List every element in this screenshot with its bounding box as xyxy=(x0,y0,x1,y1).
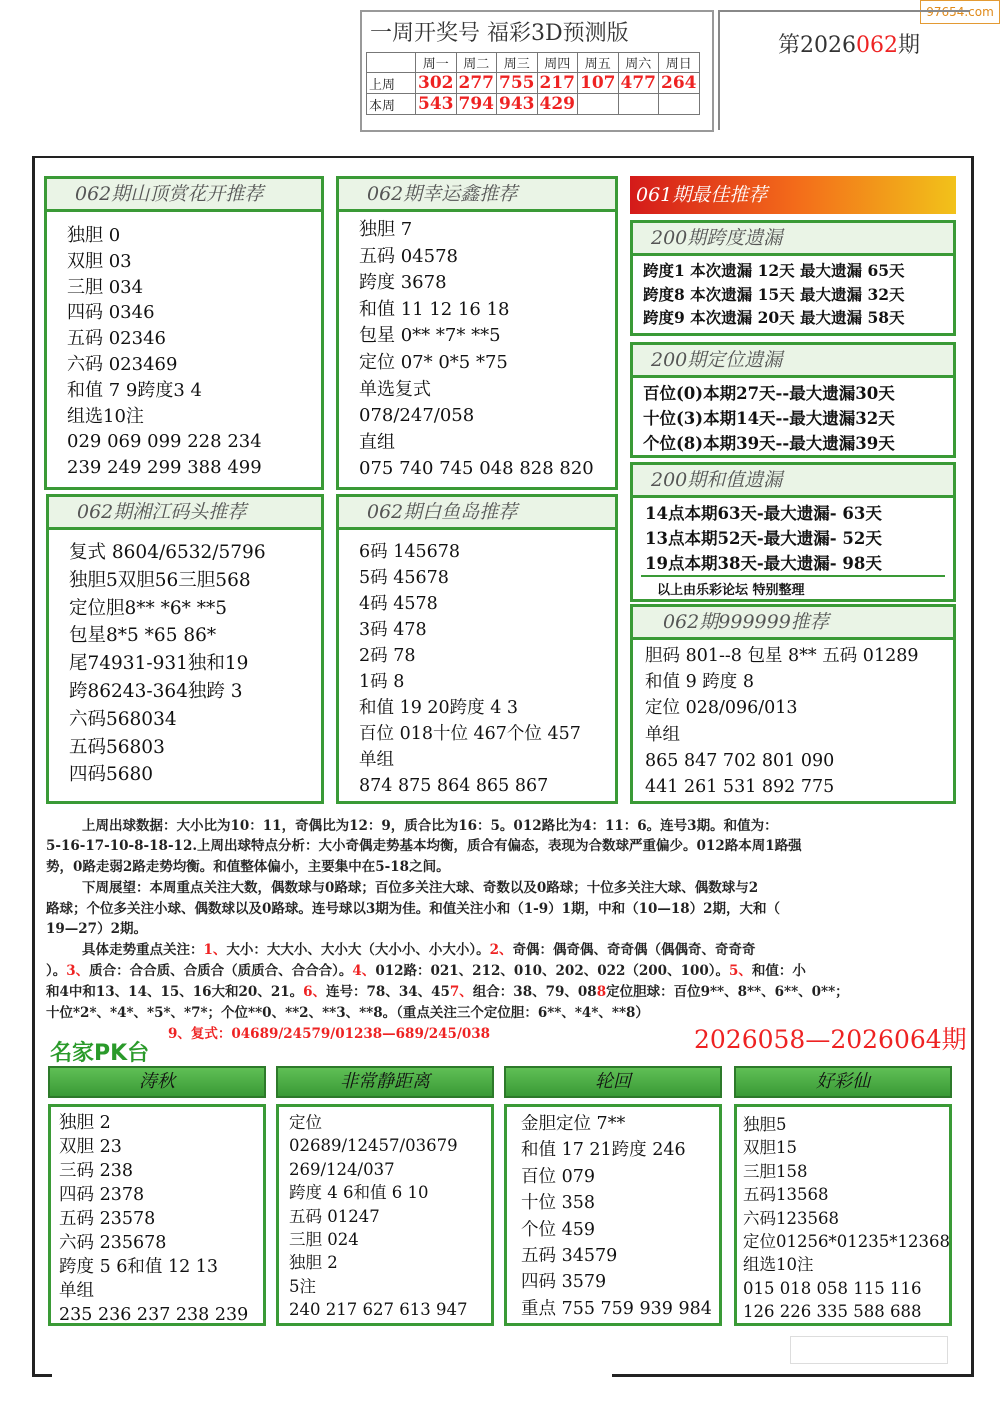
analysis-line: 下周展望：本周重点关注大数，偶数球与0路球；百位多关注大球、奇数以及0路球；十位多关注大球、偶数球与2 xyxy=(82,880,759,896)
list-item: 五码13568 xyxy=(743,1185,829,1205)
list-item: 单组 xyxy=(59,1281,94,1301)
item-number: 4、 xyxy=(352,963,376,979)
list-item: 重点 755 759 939 984 xyxy=(521,1298,712,1319)
list-item: 五码 01247 xyxy=(289,1206,380,1226)
panel-sum-omission xyxy=(630,462,956,602)
list-item: 双胆15 xyxy=(743,1138,797,1158)
panel-title: 062期幸运鑫推荐 xyxy=(339,179,615,212)
panel-shanding xyxy=(44,176,324,490)
list-item: 百位 018十位 467个位 457 xyxy=(359,724,581,744)
day-header: 周六 xyxy=(618,53,659,73)
analysis-line: 9、复式：04689/24579/01238—689/245/038 xyxy=(168,1026,491,1042)
text-span: 组合：38、79、08 xyxy=(472,984,597,1000)
weekly-table xyxy=(366,52,700,115)
list-item: 百位 079 xyxy=(521,1166,595,1187)
expert-panel-feichang xyxy=(276,1104,494,1326)
text-span: 连号：78、34、45 xyxy=(326,984,450,1000)
list-item: 六码568034 xyxy=(69,708,177,730)
text-span: 大小：大大小、大小大（大小小、小大小）。 xyxy=(226,942,490,958)
day-header: 周五 xyxy=(578,53,619,73)
list-item: 独胆5双胆56三胆568 xyxy=(69,569,251,591)
list-item: 四码 2378 xyxy=(59,1185,145,1205)
list-item: 5码 45678 xyxy=(359,568,449,588)
item-number: 5、 xyxy=(729,963,752,979)
list-item: 百位(0)本期27天--最大遗漏30天 xyxy=(643,384,895,403)
panel-lines xyxy=(643,259,947,330)
source-note: 以上由乐彩论坛 特别整理 xyxy=(657,583,805,598)
list-item: 和值 9 跨度 8 xyxy=(645,672,754,693)
list-item: 14点本期63天-最大遗漏- 63天 xyxy=(645,504,882,523)
list-item: 定位01256*01235*12368 xyxy=(743,1232,950,1252)
list-item: 235 236 237 238 239 xyxy=(59,1305,249,1325)
last-week-row xyxy=(367,73,700,94)
text-span: 质合：合合质、合质合（质质合、合合合）。 xyxy=(89,963,353,979)
list-item: 四码 3579 xyxy=(521,1272,607,1293)
day-header: 周日 xyxy=(659,53,700,73)
issue-prefix: 第2026 xyxy=(778,33,856,58)
list-item: 五码 23578 xyxy=(59,1209,156,1229)
expert-panel-lunhui xyxy=(504,1104,722,1326)
draw-number: 277 xyxy=(456,73,497,94)
analysis-line: 势，0路走弱2路走势均衡。和值整体偏小，主要集中在5-18之间。 xyxy=(46,859,450,875)
list-item: 跨度1 本次遗漏 12天 最大遗漏 65天 xyxy=(643,261,905,280)
list-item: 和值 19 20跨度 4 3 xyxy=(359,698,519,718)
draw-number: 429 xyxy=(537,94,578,115)
list-item: 三胆 024 xyxy=(289,1230,359,1250)
panel-title: 200期定位遗漏 xyxy=(633,345,953,378)
list-item: 13点本期52天-最大遗漏- 52天 xyxy=(645,529,882,548)
list-item: 078/247/058 xyxy=(359,405,475,427)
list-item: 胆码 801--8 包星 8** 五码 01289 xyxy=(645,646,919,666)
list-item: 19点本期38天-最大遗漏- 98天 xyxy=(645,554,882,573)
panel-xiangjiang xyxy=(46,494,324,804)
list-item: 874 875 864 865 867 xyxy=(359,776,549,796)
panel-title: 062期山顶赏花开推荐 xyxy=(47,179,321,212)
list-item: 240 217 627 613 947 xyxy=(289,1300,468,1320)
expert-title-taoqiu: 涛秋 xyxy=(48,1066,266,1098)
analysis-line: 十位*2*、*4*、*5*、*7*；个位**0、**2、**3、**8。（重点关注三个定位胆：6**、*4*、**8） xyxy=(46,1005,649,1021)
draw-number xyxy=(578,94,619,115)
weekly-table-wrap xyxy=(366,52,700,115)
list-item: 单组 xyxy=(359,750,394,770)
panel-999999 xyxy=(630,604,956,804)
blank-overlay xyxy=(52,1330,612,1419)
list-item: 和值 17 21跨度 246 xyxy=(521,1140,686,1161)
text-span: 具体走势重点关注： xyxy=(82,942,204,958)
panel-baiyudao xyxy=(336,494,618,804)
panel-lines xyxy=(289,1111,485,1322)
list-item: 2码 78 xyxy=(359,646,416,666)
issue-number xyxy=(778,28,920,59)
list-item: 复式 8604/6532/5796 xyxy=(69,542,266,563)
expert-title-lunhui: 轮回 xyxy=(504,1066,722,1098)
list-item: 五码 34579 xyxy=(521,1246,618,1267)
panel-span-omission xyxy=(630,220,956,336)
list-item: 和值 11 12 16 18 xyxy=(359,298,510,320)
row-label: 上周 xyxy=(367,73,416,94)
draw-number: 755 xyxy=(497,73,538,94)
row-label: 本周 xyxy=(367,94,416,115)
list-item: 五码 02346 xyxy=(67,328,166,350)
issue-num: 062 xyxy=(856,33,898,58)
list-item: 075 740 745 048 828 820 xyxy=(359,458,594,480)
item-number: 7、 xyxy=(449,984,473,1000)
day-header: 周四 xyxy=(537,53,578,73)
list-item: 定位 xyxy=(289,1113,322,1132)
list-item: 个位(8)本期39天--最大遗漏39天 xyxy=(643,434,895,453)
text-span: 和值：小 xyxy=(751,963,806,979)
list-item: 包星 0** *7* **5 xyxy=(359,325,501,347)
draw-number: 794 xyxy=(456,94,497,115)
draw-number: 217 xyxy=(537,73,578,94)
analysis-line: 上周出球数据：大小比为10：11，奇偶比为12：9，质合比为16：5。012路比为4：11：6。连号3期。和值为： xyxy=(82,818,778,834)
day-header: 周二 xyxy=(456,53,497,73)
panel-lines xyxy=(59,1111,257,1327)
list-item: 三胆158 xyxy=(743,1161,808,1181)
panel-xingyunxin xyxy=(336,176,618,490)
expert-panel-taoqiu xyxy=(48,1104,266,1326)
analysis-line xyxy=(46,982,954,1003)
panel-lines xyxy=(67,223,315,481)
list-item: 包星8*5 *65 86* xyxy=(69,625,217,647)
panel-title: 200期和值遗漏 xyxy=(633,465,953,498)
panel-position-omission xyxy=(630,342,956,458)
list-item: 单组 xyxy=(645,724,680,745)
list-item: 直组 xyxy=(359,431,395,453)
list-item: 015 018 058 115 116 xyxy=(743,1278,922,1298)
item-number: 2、 xyxy=(489,942,513,958)
list-item: 02689/12457/03679 xyxy=(289,1136,458,1156)
list-item: 独胆5 xyxy=(743,1115,787,1134)
list-item: 跨86243-364独跨 3 xyxy=(69,680,243,702)
list-item: 双胆 03 xyxy=(67,250,132,272)
list-item: 六码123568 xyxy=(743,1208,839,1228)
draw-number: 302 xyxy=(416,73,457,94)
analysis-line: 19—27）2期。 xyxy=(46,921,147,937)
analysis-line xyxy=(46,961,954,982)
list-item: 三胆 034 xyxy=(67,276,144,298)
analysis-line: 路球；个位多关注小球、偶数球以及0路球。连号球以3期为佳。和值关注小和（1-9）1期，中和（10—18）2期，大和（ xyxy=(46,901,781,917)
day-header: 周一 xyxy=(416,53,457,73)
panel-lines xyxy=(521,1111,713,1322)
list-item: 三码 238 xyxy=(59,1161,133,1181)
list-item: 跨度 4 6和值 6 10 xyxy=(289,1183,429,1203)
pk-section-title: 名家PK台 xyxy=(50,1041,150,1066)
text-span: 012路：021、212、010、202、022（200、100）。 xyxy=(375,963,730,979)
list-item: 4码 4578 xyxy=(359,594,438,614)
list-item: 6码 145678 xyxy=(359,542,461,562)
panel-lines xyxy=(359,539,609,799)
list-item: 126 226 335 588 688 xyxy=(743,1302,922,1322)
panel-title: 062期白鱼岛推荐 xyxy=(339,497,615,530)
draw-number xyxy=(659,94,700,115)
list-item: 组选10注 xyxy=(67,405,144,427)
site-watermark: 97654.com xyxy=(920,0,1000,24)
list-item: 239 249 299 388 499 xyxy=(67,457,262,479)
panel-lines xyxy=(643,381,947,456)
list-item: 029 069 099 228 234 xyxy=(67,431,262,453)
list-item: 跨度 3678 xyxy=(359,272,447,294)
issue-suffix: 期 xyxy=(898,33,921,58)
text-span: 奇偶：偶奇偶、奇奇偶（偶偶奇、奇奇奇 xyxy=(512,942,756,958)
list-item: 441 261 531 892 775 xyxy=(645,777,835,798)
list-item: 六码 235678 xyxy=(59,1233,167,1253)
item-number: 3、 xyxy=(66,963,90,979)
analysis-line: 5-16-17-10-8-18-12.上周出球特点分析：大小奇偶走势基本均衡，质合有偏态，表现为合数球严重偏少。012路本周1路强 xyxy=(46,838,802,854)
period-range: 2026058—2026064期 xyxy=(694,1025,967,1054)
this-week-row xyxy=(367,94,700,115)
draw-number: 477 xyxy=(618,73,659,94)
list-item: 1码 8 xyxy=(359,672,405,692)
list-item: 四码5680 xyxy=(69,764,154,786)
item-number: 8 xyxy=(596,984,607,1000)
list-item: 3码 478 xyxy=(359,620,427,640)
list-item: 个位 459 xyxy=(521,1219,595,1240)
list-item: 独胆 0 xyxy=(67,225,121,246)
best-recommend-banner: 061期最佳推荐 xyxy=(630,176,956,214)
panel-lines xyxy=(645,643,947,800)
list-item: 跨度9 本次遗漏 20天 最大遗漏 58天 xyxy=(643,308,905,327)
panel-lines xyxy=(359,217,609,483)
analysis-line xyxy=(46,940,954,961)
panel-title: 062期999999推荐 xyxy=(633,607,953,640)
list-item: 双胆 23 xyxy=(59,1137,122,1157)
item-number: 1、 xyxy=(203,942,227,958)
panel-title: 200期跨度遗漏 xyxy=(633,223,953,256)
list-item: 独胆 2 xyxy=(289,1253,338,1273)
list-item: 865 847 702 801 090 xyxy=(645,750,835,771)
list-item: 尾74931-931独和19 xyxy=(69,653,249,675)
list-item: 十位 358 xyxy=(521,1193,595,1214)
expert-title-feichang: 非常静距离 xyxy=(276,1066,494,1098)
list-item: 定位 028/096/013 xyxy=(645,698,798,719)
list-item: 跨度8 本次遗漏 15天 最大遗漏 32天 xyxy=(643,284,905,304)
panel-lines xyxy=(743,1113,950,1324)
panel-lines xyxy=(645,501,947,576)
panel-lines xyxy=(69,539,315,789)
list-item: 单选复式 xyxy=(359,378,431,400)
list-item: 5注 xyxy=(289,1276,316,1296)
list-item: 四码 0346 xyxy=(67,302,155,324)
list-item: 组选10注 xyxy=(743,1255,814,1275)
list-item: 独胆 7 xyxy=(359,219,413,240)
list-item: 金胆定位 7** xyxy=(521,1114,626,1134)
draw-number: 943 xyxy=(497,94,538,115)
weekly-header-row xyxy=(367,53,700,73)
panel-title: 062期湘江码头推荐 xyxy=(49,497,321,530)
list-item: 独胆 2 xyxy=(59,1113,111,1133)
weekly-title: 一周开奖号 福彩3D预测版 xyxy=(370,21,629,46)
divider xyxy=(641,575,945,577)
draw-number xyxy=(618,94,659,115)
list-item: 和值 7 9跨度3 4 xyxy=(67,379,202,401)
text-span: 定位胆球：百位9**、8**、6**、0**； xyxy=(606,984,849,1000)
text-span: 和4中和13、14、15、16大和20、21。 xyxy=(46,984,304,1000)
list-item: 五码56803 xyxy=(69,736,165,758)
expert-title-haocaixian: 好彩仙 xyxy=(734,1066,952,1098)
list-item: 定位胆8** *6* **5 xyxy=(69,597,228,619)
blank-overlay xyxy=(790,1336,948,1364)
list-item: 六码 023469 xyxy=(67,353,178,375)
text-span: ）。 xyxy=(46,963,67,979)
draw-number: 543 xyxy=(416,94,457,115)
list-item: 定位 07* 0*5 *75 xyxy=(359,351,508,373)
list-item: 269/124/037 xyxy=(289,1159,395,1179)
corner-cell xyxy=(367,53,416,73)
day-header: 周三 xyxy=(497,53,538,73)
item-number: 6、 xyxy=(303,984,327,1000)
draw-number: 264 xyxy=(659,73,700,94)
list-item: 十位(3)本期14天--最大遗漏32天 xyxy=(643,409,895,428)
draw-number: 107 xyxy=(578,73,619,94)
expert-panel-haocaixian xyxy=(734,1104,952,1326)
list-item: 跨度 5 6和值 12 13 xyxy=(59,1257,219,1277)
list-item: 五码 04578 xyxy=(359,245,458,267)
